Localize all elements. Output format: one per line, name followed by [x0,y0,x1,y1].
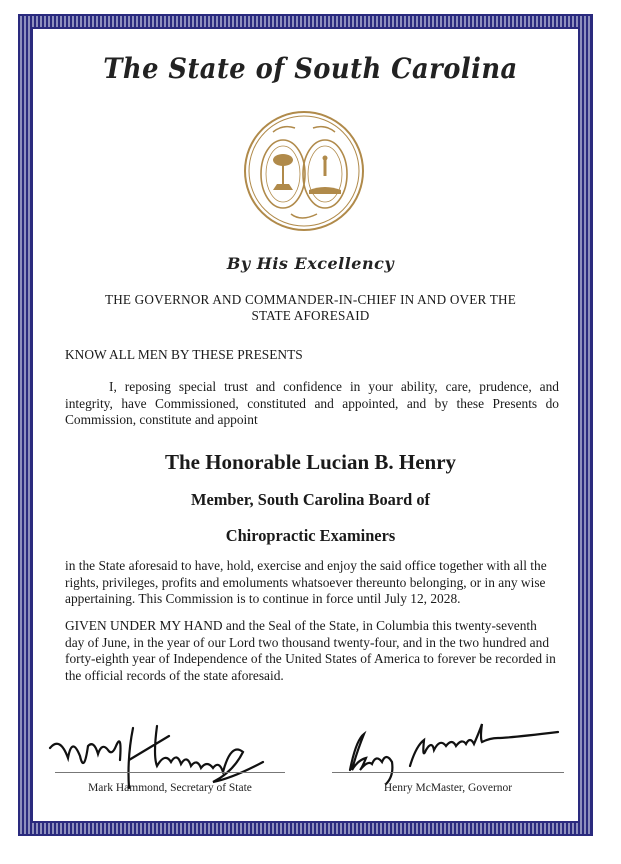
signature-henry-mcmaster [340,730,570,790]
by-his-excellency: By His Excellency [226,254,395,273]
know-all-men: KNOW ALL MEN BY THESE PRESENTS [65,347,303,362]
governor-heading-line1: THE GOVERNOR AND COMMANDER-IN-CHIEF IN AND OVER THE [104,292,517,307]
appointee-name: The Honorable Lucian B. Henry [164,450,457,474]
position-line1: Member, South Carolina Board of [190,490,431,509]
signature-line-right [332,772,564,773]
term-paragraph: in the State aforesaid to have, hold, exercise and enjoy the said office together with all the rights, privileges, profits and emoluments whatsoever thereunto belonging, or in any wise appertaining. This Commission is to continue in force until July 12, 2028. [65,558,547,606]
state-seal-icon [243,110,365,232]
secretary-of-state-caption: Mark Hammond, Secretary of State [88,782,252,794]
governor-heading [0,292,621,324]
governor-heading-line2: STATE AFORESAID [251,308,370,323]
commission-paragraph [65,379,559,429]
document-title: The State of South Carolina [103,52,518,85]
commission-paragraph-text: I, reposing special trust and confidence in your ability, care, prudence, and integrity, have Commissioned, constituted and appointed, and by these Presents do Commission, constitute and appoint [65,379,559,427]
signature-line-left [55,772,285,773]
governor-caption: Henry McMaster, Governor [383,782,513,794]
given-under-hand-paragraph: GIVEN UNDER MY HAND and the Seal of the State, in Columbia this twenty-seventh day of June, in the year of our Lord two thousand twenty-four, and in the two hundred and forty-eighth year of Independence of the United States of America to forever be recorded in the official records of the state aforesaid. [65,618,556,683]
position-line2: Chiropractic Examiners [225,526,396,545]
